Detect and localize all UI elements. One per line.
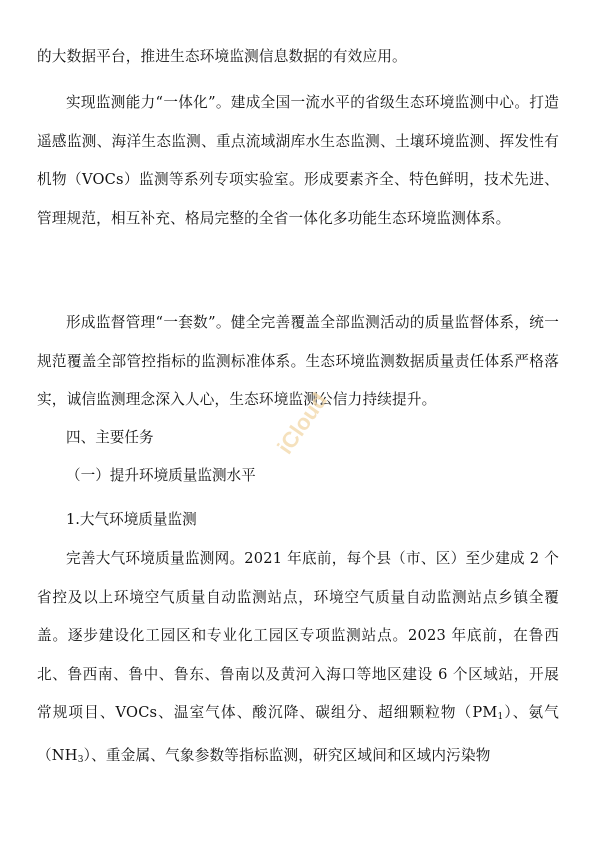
pm-subscript: 1 <box>497 712 504 722</box>
paragraph-air-part-a: 完善大气环境质量监测网。2021 年底前，每个县（市、区）至少建成 2 个省控及以上环境空气质量自动监测站点，环境空气质量自动监测站点乡镇全覆盖。逐步建设化工园区和专业化工园区专项监测站点。2023 年底前，在鲁西北、鲁西南、鲁中、鲁东、鲁南以及黄河入海口等地区建设 6 个区域站，开展常规项目、VOCs、温室气体、酸沉降、碳组分、超细颗粒物（PM <box>37 550 559 721</box>
paragraph-air-part-c: ）、重金属、气象参数等指标监测，研究区域间和区域内污染物 <box>83 746 491 764</box>
paragraph-integration: 实现监测能力“一体化”。建成全国一流水平的省级生态环境监测中心。打造遥感监测、海洋生态监测、重点流域湖库水生态监测、土壤环境监测、挥发性有机物（VOCs）监测等系列专项实验室。形成要素齐全、特色鲜明，技术先进、管理规范，相互补充、格局完整的全省一体化多功能生态环境监测体系。 <box>37 94 559 227</box>
section-heading: 四、主要任务 <box>66 429 154 446</box>
subsection-heading: （一）提升环境质量监测水平 <box>66 467 256 484</box>
nh3-subscript: 3 <box>77 754 84 765</box>
paragraph-air-monitoring <box>37 540 559 779</box>
item-heading: 1.大气环境质量监测 <box>66 511 197 528</box>
watermark-text: iCloud <box>272 388 333 459</box>
paragraph-air-part-b: ）、氨气（NH <box>37 704 559 764</box>
paragraph-top: 的大数据平台，推进生态环境监测信息数据的有效应用。 <box>37 48 407 65</box>
watermark-logo <box>258 378 348 468</box>
paragraph-supervision: 形成监督管理“一套数”。健全完善覆盖全部监测活动的质量监督体系，统一规范覆盖全部管控指标的监测标准体系。生态环境监测数据质量责任体系严格落实，诚信监测理念深入人心，生态环境监测公信力持续提升。 <box>37 314 559 408</box>
